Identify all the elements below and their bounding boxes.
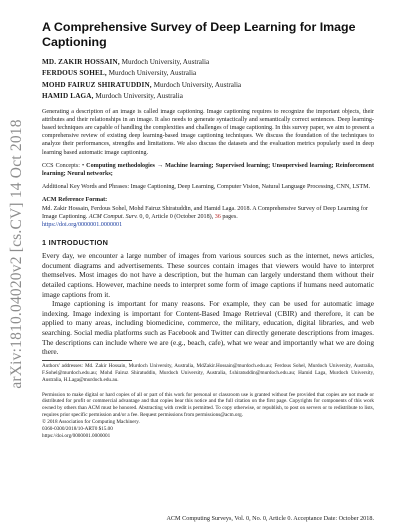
- keywords: Additional Key Words and Phrases: Image Captioning, Deep Learning, Computer Vision, Natural Language Processing, CNN, LSTM.: [42, 184, 371, 191]
- author-entry: [42, 57, 374, 68]
- reference-authors-title: Md. Zakir Hossain, Ferdous Sohel, Mohd Fairuz Shiratuddin, and Hamid Laga. 2018. A Comprehensive Survey of Deep Learning for Image Captioning.: [42, 205, 368, 220]
- reference-volume: 0, 0, Article 0 (October 2018),: [137, 213, 215, 220]
- author-name: MD. ZAKIR HOSSAIN,: [42, 58, 120, 66]
- acm-reference-heading: ACM Reference Format:: [42, 197, 108, 204]
- authors-addresses-footnote: Authors' addresses: Md. Zakir Hossain, Murdoch University, Australia, MdZakir.Hossain@murdoch.edu.au; Ferdous Sohel, Murdoch University, Australia, F.Sohel@murdoch.edu.au; Mohd Fairuz Shiratuddin, Murdoch University, Australia, f.shiratuddin@murdoch.edu.au; Hamid Laga, Murdoch University, Australia, H.Laga@murdoch.edu.au.: [42, 362, 374, 383]
- acm-reference-text: [42, 205, 374, 221]
- ccs-concepts: [42, 162, 374, 178]
- paper-page: [42, 20, 374, 440]
- introduction-section: [42, 238, 374, 357]
- author-affiliation: Murdoch University, Australia: [108, 69, 197, 78]
- permission-text: Permission to make digital or hard copies of all or part of this work for personal or classroom use is granted without fee provided that copies are not made or distributed for profit or commercial advantage and that copies bear this notice and the full citation on the first page. Copyrights for components of this work owned by others than ACM must be honored. Abstracting with credit is permitted. To copy otherwise, or republish, to post on servers or to redistribute to lists, requires prior specific permission and/or a fee. Request permissions from permissions@acm.org.: [42, 391, 374, 419]
- author-affiliation: Murdoch University, Australia: [153, 80, 242, 89]
- reference-doi-link[interactable]: https://doi.org/0000001.0000001: [42, 222, 123, 229]
- author-affiliation: Murdoch University, Australia: [95, 92, 183, 101]
- intro-paragraph: Every day, we encounter a large number of images from various sources such as the internet, news articles, document diagrams and advertisements. These sources contain images that viewers would have to interpret themselves. Most images do not have a description, but the human can largely understand them without their detailed captions. However, machine needs to interpret some form of image captions if humans need automatic image captions from it.: [42, 251, 374, 299]
- arxiv-stamp: [0, 0, 34, 532]
- permission-notice: [42, 392, 374, 440]
- author-name: FERDOUS SOHEL,: [42, 69, 107, 78]
- ccs-prefix: CCS Concepts: •: [42, 162, 87, 169]
- paper-title: A Comprehensive Survey of Deep Learning for Image Captioning: [42, 20, 356, 49]
- author-entry: [42, 91, 374, 102]
- article-code: 0360-0300/2018/10-ART0 $15.00: [42, 426, 113, 433]
- author-affiliation: Murdoch University, Australia: [121, 58, 210, 66]
- author-entry: [42, 68, 374, 79]
- reference-pages-suffix: pages.: [220, 213, 238, 220]
- section-heading: 1 INTRODUCTION: [42, 238, 109, 248]
- arxiv-identifier: arXiv:1810.04020v2 [cs.CV] 14 Oct 2018: [8, 119, 25, 389]
- footnote-divider: [42, 360, 132, 361]
- ccs-concepts-list: Computing methodologies → Machine learning; Supervised learning; Unsupervised learning; Reinforcement learning; Neural networks;: [42, 162, 374, 178]
- author-list: [42, 57, 374, 103]
- author-entry: [42, 80, 374, 91]
- permission-doi-link[interactable]: https://doi.org/0000001.0000001: [42, 432, 111, 439]
- author-name: MOHD FAIRUZ SHIRATUDDIN,: [42, 80, 152, 89]
- abstract: Generating a description of an image is called image captioning. Image captioning requires to recognize the important objects, their attributes and their relationships in an image. It also needs to generate syntactically and semantically correct sentences. Deep learning-based techniques are capable of handling the complexities and challenges of image captioning. In this survey paper, we aim to present a comprehensive review of existing deep learning-based image captioning techniques. We discuss the foundation of the techniques to analyze their performances, strengths and limitations. We also discuss the datasets and the evaluation metrics popularly used in deep learning based automatic image captioning.: [42, 108, 374, 156]
- copyright-line: © 2018 Association for Computing Machinery.: [42, 419, 140, 426]
- acm-reference: [42, 196, 374, 229]
- reference-pages-link[interactable]: 36: [214, 213, 221, 220]
- author-name: HAMID LAGA,: [42, 92, 94, 101]
- page-footer: ACM Computing Surveys, Vol. 0, No. 0, Article 0. Acceptance Date: October 2018.: [166, 515, 374, 522]
- reference-journal: ACM Comput. Surv.: [88, 213, 138, 220]
- intro-paragraph: Image captioning is important for many reasons. For example, they can be used for automatic image indexing. Image indexing is important for Content-Based Image Retrieval (CBIR) and therefore, it can be applied to many areas, including biomedicine, commerce, the military, education, digital libraries, and web searching. Social media platforms such as Facebook and Twitter can directly generate descriptions from images. The descriptions can include where we are (e.g., beach, cafe), what we wear and importantly what we are doing there.: [42, 299, 374, 357]
